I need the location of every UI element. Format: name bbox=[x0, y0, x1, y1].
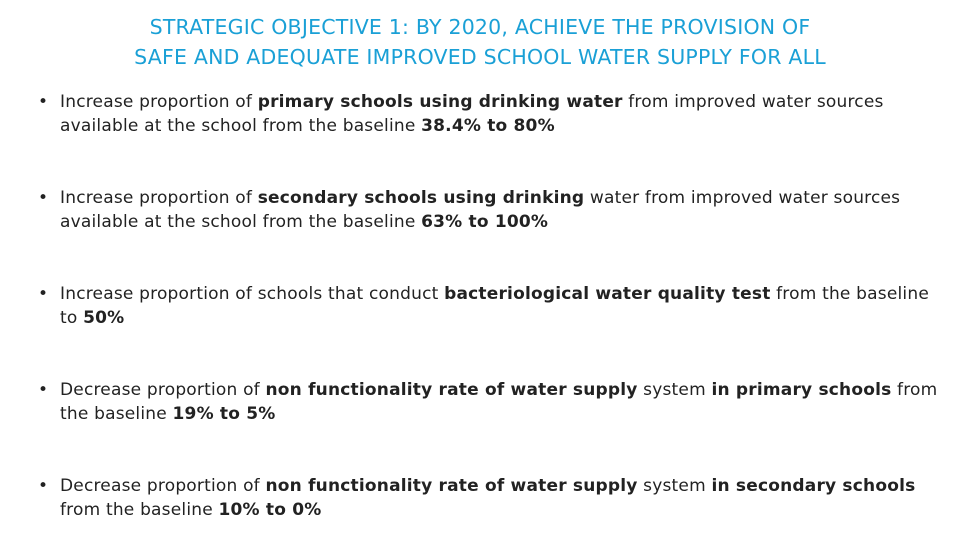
bullet-item-primary-drinking-water bbox=[38, 90, 938, 186]
bullet-text: from the baseline bbox=[60, 380, 938, 424]
bullet-target-value: 63% to 100% bbox=[421, 212, 549, 232]
bullet-text: from the baseline to bbox=[60, 284, 929, 328]
bullet-text: Decrease proportion of bbox=[60, 476, 266, 496]
slide-title bbox=[0, 12, 960, 72]
bullet-text: water from improved water sources available at the school from the baseline bbox=[60, 188, 901, 232]
bullet-target-value: 19% to 5% bbox=[172, 404, 276, 424]
bullet-dot-icon: • bbox=[38, 92, 49, 112]
bullet-text: from the baseline bbox=[60, 500, 219, 520]
bullet-text: Increase proportion of bbox=[60, 188, 258, 208]
bullet-emphasis: in secondary schools bbox=[711, 476, 916, 496]
bullet-target-value: 38.4% to 80% bbox=[421, 116, 555, 136]
bullet-item-secondary-drinking-water bbox=[38, 186, 938, 282]
bullet-item-primary-non-functionality bbox=[38, 378, 938, 474]
bullet-text: system bbox=[637, 476, 712, 496]
bullet-dot-icon: • bbox=[38, 476, 49, 496]
title-line-1: STRATEGIC OBJECTIVE 1: BY 2020, ACHIEVE THE PROVISION OF bbox=[149, 15, 811, 39]
bullet-dot-icon: • bbox=[38, 284, 49, 304]
bullet-emphasis: primary schools using drinking water bbox=[257, 92, 623, 112]
bullet-target-value: 50% bbox=[83, 308, 125, 328]
bullet-dot-icon: • bbox=[38, 380, 49, 400]
bullet-target-value: 10% to 0% bbox=[218, 500, 322, 520]
bullet-text: system bbox=[637, 380, 712, 400]
title-line-2: SAFE AND ADEQUATE IMPROVED SCHOOL WATER SUPPLY FOR ALL bbox=[134, 45, 826, 69]
bullet-emphasis: non functionality rate of water supply bbox=[265, 380, 638, 400]
bullet-emphasis: non functionality rate of water supply bbox=[265, 476, 638, 496]
bullet-dot-icon: • bbox=[38, 188, 49, 208]
bullet-text: from improved water sources available at the school from the baseline bbox=[60, 92, 884, 136]
bullet-item-secondary-non-functionality bbox=[38, 474, 938, 540]
bullet-emphasis: in primary schools bbox=[711, 380, 892, 400]
objective-bullet-list bbox=[38, 90, 938, 540]
bullet-emphasis: secondary schools using drinking bbox=[257, 188, 585, 208]
bullet-emphasis: bacteriological water quality test bbox=[444, 284, 771, 304]
bullet-text: Increase proportion of schools that conduct bbox=[60, 284, 445, 304]
bullet-text: Decrease proportion of bbox=[60, 380, 266, 400]
bullet-text: Increase proportion of bbox=[60, 92, 258, 112]
bullet-item-water-quality-test bbox=[38, 282, 938, 378]
